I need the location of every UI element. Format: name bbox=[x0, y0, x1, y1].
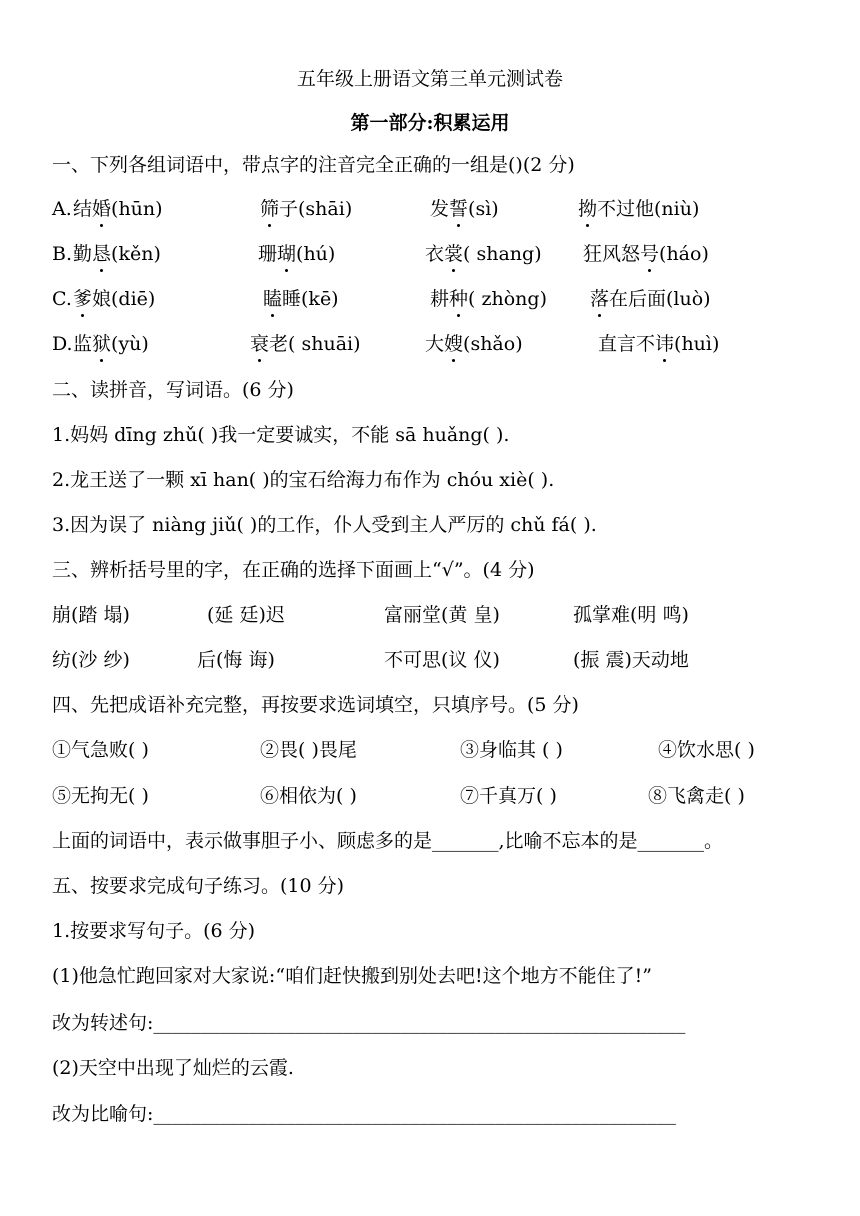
q1-word bbox=[263, 286, 339, 312]
dotted-character: 瞌 bbox=[263, 288, 283, 310]
word-suffix-pinyin: 不过他(niù) bbox=[597, 198, 700, 220]
q1-word bbox=[73, 331, 149, 357]
dotted-character: 裳 bbox=[444, 243, 464, 265]
q4-idiom: ④饮水思( ) bbox=[658, 739, 755, 761]
word-suffix-pinyin: (hūn) bbox=[111, 198, 163, 220]
word-suffix-pinyin: ( shang) bbox=[463, 243, 542, 265]
q3-item: 崩(踏 塌) bbox=[52, 604, 130, 626]
word-suffix-pinyin: ( zhòng) bbox=[468, 288, 547, 310]
q3-item: (延 廷)迟 bbox=[207, 604, 285, 626]
word-suffix-pinyin: 子(shāi) bbox=[279, 198, 353, 220]
q1-word bbox=[425, 331, 523, 357]
q1-word bbox=[425, 241, 542, 267]
q5-task-1: 改为转述句:________________________________________________________ bbox=[52, 1012, 686, 1034]
dotted-character: 爹 bbox=[73, 288, 93, 310]
q1-word bbox=[73, 241, 161, 267]
q3-item: 孤掌难(明 鸣) bbox=[573, 604, 689, 626]
word-prefix: 发 bbox=[430, 198, 450, 220]
dotted-character: 婚 bbox=[92, 198, 112, 220]
q1-option-label: C. bbox=[52, 288, 72, 310]
word-prefix: 衣 bbox=[425, 243, 445, 265]
word-suffix-pinyin: (kěn) bbox=[111, 243, 161, 265]
q2-line-3: 3.因为误了 niàng jiǔ( )的工作，仆人受到主人严厉的 chǔ fá( ). bbox=[52, 514, 597, 536]
q4-idiom: ②畏( )畏尾 bbox=[260, 739, 357, 761]
q1-word bbox=[258, 241, 335, 267]
dotted-character: 瑚 bbox=[277, 243, 297, 265]
q3-item: 富丽堂(黄 皇) bbox=[384, 604, 500, 626]
q3-item: 后(悔 诲) bbox=[197, 649, 275, 671]
q2-line-2: 2.龙王送了一颗 xī han( )的宝石给海力布作为 chóu xiè( ). bbox=[52, 469, 555, 491]
q5-heading: 五、按要求完成句子练习。(10 分) bbox=[52, 875, 345, 897]
q4-idiom: ⑦千真万( ) bbox=[460, 785, 557, 807]
dotted-character: 讳 bbox=[655, 333, 675, 355]
q4-idiom: ⑤无拘无( ) bbox=[52, 785, 149, 807]
q1-option-label: B. bbox=[52, 243, 73, 265]
q2-heading: 二、读拼音，写词语。(6 分) bbox=[52, 379, 294, 401]
dotted-character: 恳 bbox=[92, 243, 112, 265]
q4-heading: 四、先把成语补充完整，再按要求选词填空，只填序号。(5 分) bbox=[52, 694, 579, 716]
word-suffix-pinyin: (sì) bbox=[468, 198, 499, 220]
dotted-character: 号 bbox=[640, 243, 660, 265]
word-prefix: 勤 bbox=[73, 243, 93, 265]
word-prefix: 监 bbox=[73, 333, 93, 355]
q4-idiom: ⑥相依为( ) bbox=[260, 785, 357, 807]
q1-word bbox=[430, 286, 547, 312]
q3-item: 不可思(议 仪) bbox=[384, 649, 500, 671]
q4-idiom: ⑧飞禽走( ) bbox=[648, 785, 745, 807]
word-prefix: 大 bbox=[425, 333, 445, 355]
q1-word bbox=[73, 196, 163, 222]
dotted-character: 筛 bbox=[260, 198, 280, 220]
word-suffix-pinyin: 在后面(luò) bbox=[609, 288, 711, 310]
word-prefix: 结 bbox=[73, 198, 93, 220]
q1-option-label: A. bbox=[52, 198, 72, 220]
q3-heading: 三、辨析括号里的字，在正确的选择下面画上“√”。(4 分) bbox=[52, 559, 535, 581]
dotted-character: 拗 bbox=[578, 198, 598, 220]
q1-word bbox=[250, 331, 361, 357]
dotted-character: 狱 bbox=[92, 333, 112, 355]
q1-word bbox=[583, 241, 709, 267]
q2-line-1: 1.妈妈 dīng zhǔ( )我一定要诚实，不能 sā huǎng( ). bbox=[52, 424, 510, 446]
dotted-character: 种 bbox=[449, 288, 469, 310]
q1-heading: 一、下列各组词语中，带点字的注音完全正确的一组是()(2 分) bbox=[52, 154, 575, 176]
word-suffix-pinyin: 睡(kē) bbox=[282, 288, 339, 310]
word-suffix-pinyin: 老( shuāi) bbox=[269, 333, 361, 355]
q1-word bbox=[578, 196, 699, 222]
word-prefix: 狂风怒 bbox=[583, 243, 641, 265]
word-prefix: 直言不 bbox=[598, 333, 656, 355]
q5-sub1: 1.按要求写句子。(6 分) bbox=[52, 920, 256, 942]
page-title: 五年级上册语文第三单元测试卷 bbox=[296, 68, 563, 90]
q1-option-label: D. bbox=[52, 333, 73, 355]
q4-fill-blank: 上面的词语中，表示做事胆子小、顾虑多的是_______,比喻不忘本的是_______。 bbox=[52, 830, 724, 852]
part-heading: 第一部分:积累运用 bbox=[350, 112, 510, 134]
q3-item: 纺(沙 纱) bbox=[52, 649, 130, 671]
q1-word bbox=[590, 286, 711, 312]
q5-sentence-2: (2)天空中出现了灿烂的云霞. bbox=[52, 1057, 294, 1079]
word-prefix: 珊 bbox=[258, 243, 278, 265]
q3-item: (振 震)天动地 bbox=[573, 649, 689, 671]
word-prefix: 耕 bbox=[430, 288, 450, 310]
q5-sentence-1: (1)他急忙跑回家对大家说:“咱们赶快搬到别处去吧!这个地方不能住了!” bbox=[52, 965, 653, 987]
dotted-character: 落 bbox=[590, 288, 610, 310]
dotted-character: 衰 bbox=[250, 333, 270, 355]
word-suffix-pinyin: (hú) bbox=[296, 243, 336, 265]
word-suffix-pinyin: (háo) bbox=[659, 243, 709, 265]
word-suffix-pinyin: (yù) bbox=[111, 333, 149, 355]
dotted-character: 誓 bbox=[449, 198, 469, 220]
word-suffix-pinyin: 娘(diē) bbox=[92, 288, 156, 310]
q4-idiom: ③身临其 ( ) bbox=[460, 739, 563, 761]
q4-idiom: ①气急败( ) bbox=[52, 739, 149, 761]
q1-word bbox=[430, 196, 499, 222]
q1-word bbox=[598, 331, 719, 357]
word-suffix-pinyin: (shǎo) bbox=[463, 333, 523, 355]
word-suffix-pinyin: (huì) bbox=[674, 333, 720, 355]
dotted-character: 嫂 bbox=[444, 333, 464, 355]
q1-word bbox=[260, 196, 352, 222]
q1-word bbox=[73, 286, 155, 312]
q5-task-2: 改为比喻句:_______________________________________________________ bbox=[52, 1103, 676, 1125]
